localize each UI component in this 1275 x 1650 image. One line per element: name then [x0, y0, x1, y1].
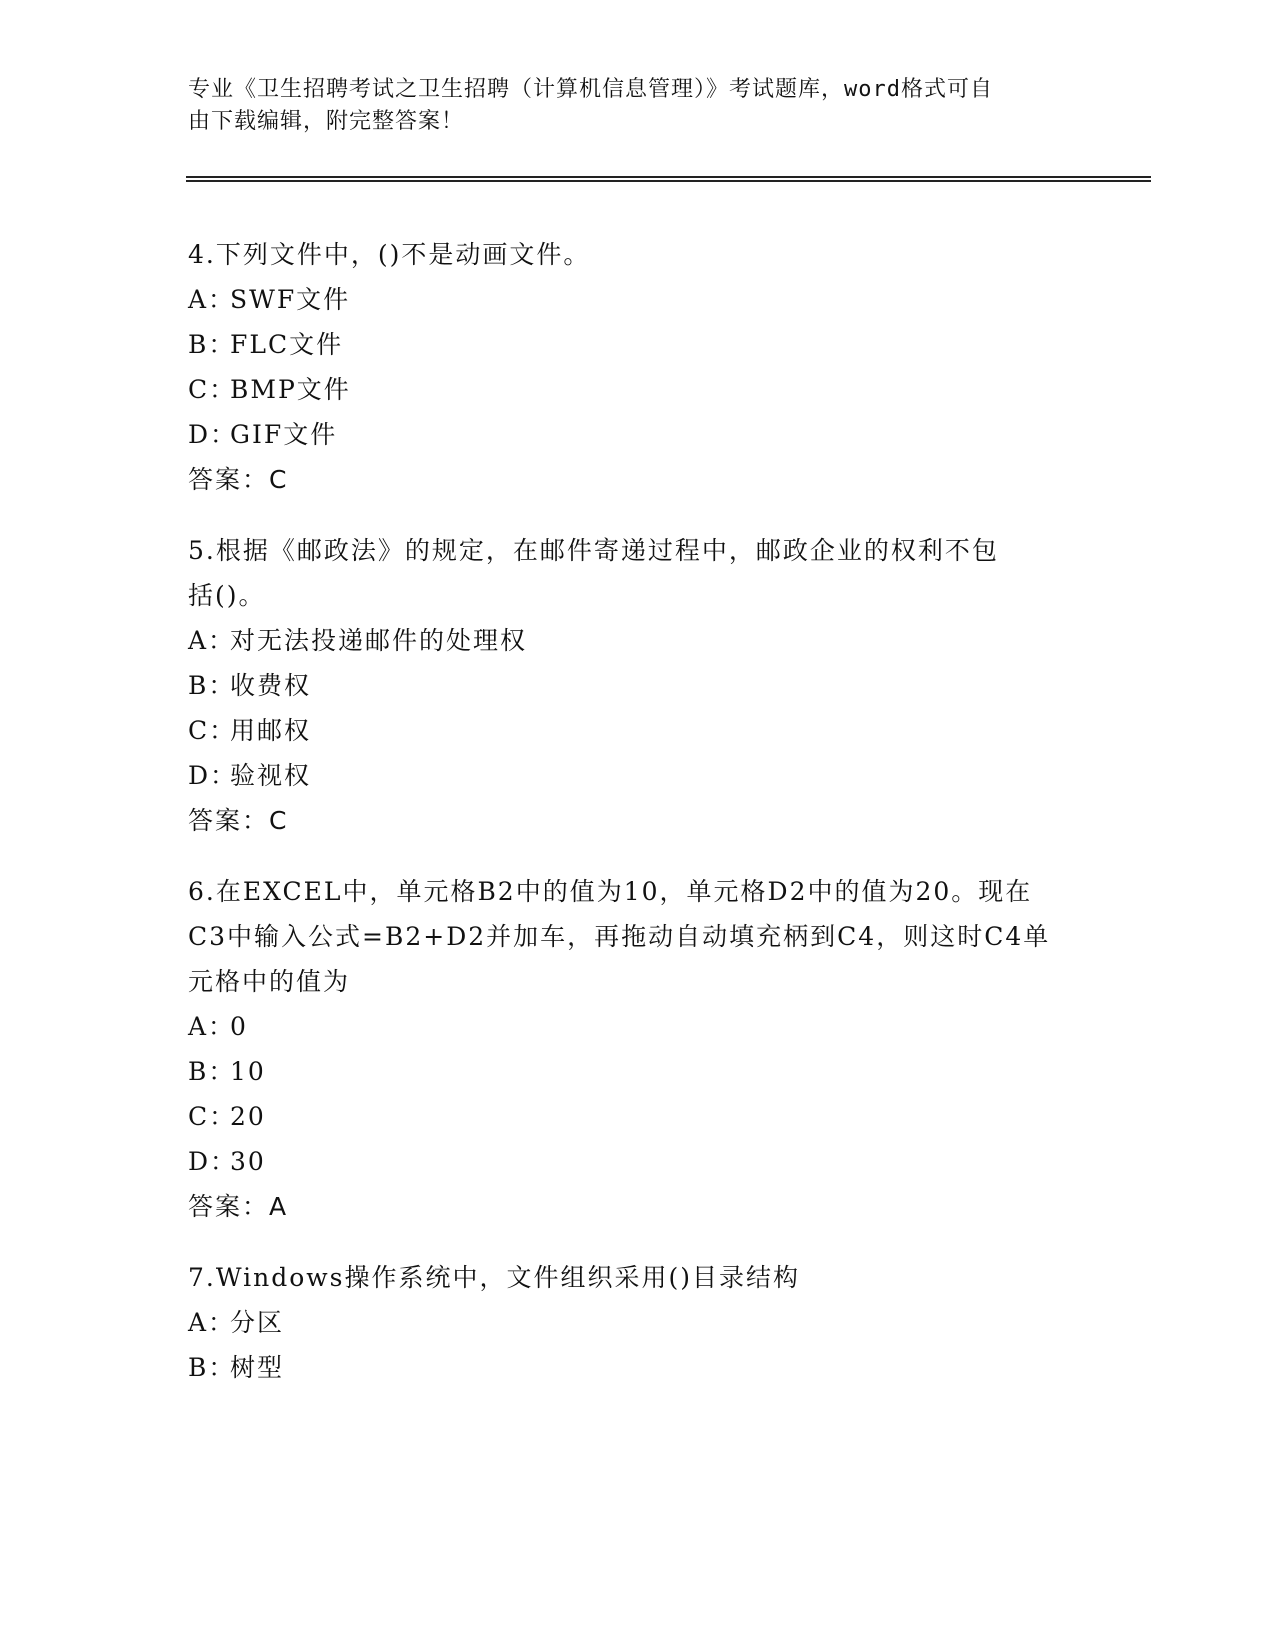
- option-letter: A：: [188, 1308, 236, 1337]
- option-letter: A：: [188, 626, 236, 655]
- header-divider: [186, 176, 1151, 182]
- option-text: BMP文件: [230, 375, 351, 404]
- question-block: [188, 1255, 1068, 1390]
- answer-text: 答案：C: [188, 465, 289, 494]
- option-letter: A：: [188, 1012, 236, 1041]
- option-item: [188, 1049, 1068, 1094]
- option-text: 0: [230, 1012, 248, 1041]
- option-letter: B：: [188, 671, 236, 700]
- option-text: GIF文件: [230, 420, 338, 449]
- option-letter: B：: [188, 1353, 236, 1382]
- option-item: [188, 322, 1068, 367]
- option-item: [188, 1139, 1068, 1184]
- option-text: 对无法投递邮件的处理权: [230, 626, 528, 655]
- header-line-1: 专业《卫生招聘考试之卫生招聘（计算机信息管理）》考试题库，word格式可自: [188, 77, 993, 102]
- option-letter: D：: [188, 420, 238, 449]
- option-letter: A：: [188, 285, 236, 314]
- option-text: 树型: [230, 1353, 285, 1382]
- document-header: [188, 74, 1068, 138]
- option-text: FLC文件: [230, 330, 344, 359]
- option-item: [188, 708, 1068, 753]
- option-letter: D：: [188, 761, 238, 790]
- option-item: [188, 412, 1068, 457]
- option-item: [188, 618, 1068, 663]
- question-text: 6.在EXCEL中，单元格B2中的值为10，单元格D2中的值为20。现在: [188, 877, 1033, 906]
- option-letter: C：: [188, 375, 237, 404]
- header-line-2: 由下载编辑，附完整答案！: [188, 109, 465, 134]
- option-item: [188, 367, 1068, 412]
- option-text: 20: [230, 1102, 266, 1131]
- question-block: [188, 528, 1068, 843]
- option-item: [188, 753, 1068, 798]
- option-text: 10: [230, 1057, 266, 1086]
- option-letter: D：: [188, 1147, 238, 1176]
- option-letter: B：: [188, 330, 236, 359]
- question-block: [188, 232, 1068, 502]
- option-text: SWF文件: [230, 285, 351, 314]
- option-letter: B：: [188, 1057, 236, 1086]
- question-text: 5.根据《邮政法》的规定，在邮件寄递过程中，邮政企业的权利不包: [188, 536, 999, 565]
- option-item: [188, 1300, 1068, 1345]
- question-text: 元格中的值为: [188, 967, 351, 996]
- option-text: 收费权: [230, 671, 312, 700]
- option-letter: C：: [188, 716, 237, 745]
- option-letter: C：: [188, 1102, 237, 1131]
- question-text: 4.下列文件中，()不是动画文件。: [188, 240, 591, 269]
- option-text: 分区: [230, 1308, 285, 1337]
- question-block: [188, 869, 1068, 1229]
- question-text: C3中输入公式=B2+D2并加车，再拖动自动填充柄到C4，则这时C4单: [188, 922, 1051, 951]
- question-text: 括()。: [188, 581, 266, 610]
- option-text: 30: [230, 1147, 266, 1176]
- answer-text: 答案：A: [188, 1192, 289, 1221]
- option-item: [188, 277, 1068, 322]
- option-text: 用邮权: [230, 716, 312, 745]
- option-item: [188, 1345, 1068, 1390]
- option-item: [188, 1004, 1068, 1049]
- question-text: 7.Windows操作系统中，文件组织采用()目录结构: [188, 1263, 800, 1292]
- answer-text: 答案：C: [188, 806, 289, 835]
- option-text: 验视权: [230, 761, 312, 790]
- option-item: [188, 1094, 1068, 1139]
- question-list: [188, 232, 1068, 1416]
- option-item: [188, 663, 1068, 708]
